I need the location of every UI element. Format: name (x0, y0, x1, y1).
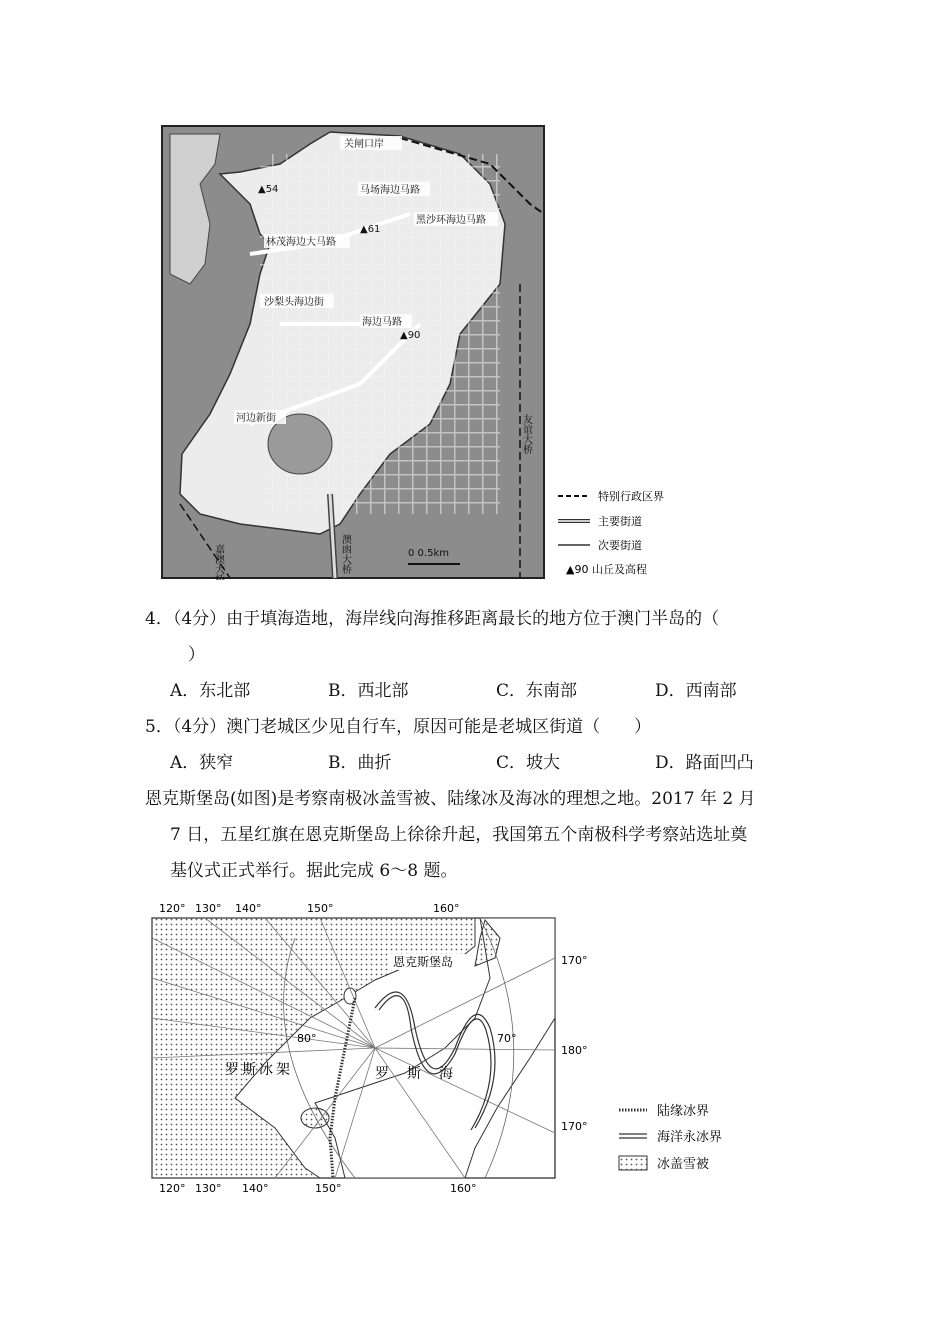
q5-option-a[interactable]: A．狭窄 (170, 753, 234, 773)
legend-permanent-ice: 海洋永冰界 (657, 1130, 723, 1145)
legend-coastal-ice: 陆缘冰界 (657, 1104, 710, 1119)
right-lon-180: 180° (561, 1044, 588, 1057)
label-hebian: 河边新街 (236, 413, 276, 424)
right-lon-170b: 170° (561, 1120, 588, 1133)
scale-bar: 0 0.5km (408, 548, 449, 559)
label-aoda: 澳凼大桥 (339, 534, 351, 574)
q4-option-d[interactable]: D．西南部 (655, 681, 737, 701)
top-lon-150: 150° (307, 902, 334, 915)
label-inexpressible-island: 恩克斯堡岛 (393, 955, 454, 969)
label-hill-54: ▲54 (258, 184, 279, 195)
label-youyi: 友谊大桥 (520, 414, 532, 454)
bottom-lon-130: 130° (195, 1182, 222, 1195)
legend-major: 主要街道 (598, 515, 642, 528)
label-jiaao: 嘉澳大桥 (212, 544, 224, 580)
q4-option-b[interactable]: B．西北部 (328, 681, 409, 701)
top-lon-160: 160° (433, 902, 460, 915)
label-machang: 马场海边马路 (360, 185, 420, 196)
legend-minor: 次要街道 (598, 539, 642, 552)
bottom-lon-120: 120° (159, 1182, 186, 1195)
label-haibian: 海边马路 (362, 317, 402, 328)
label-ross-sea: 罗斯海 (375, 1066, 471, 1082)
legend-ice-cover: 冰盖雪被 (657, 1157, 710, 1172)
legend-ice-cover-swatch (619, 1156, 647, 1170)
q4-option-a[interactable]: A．东北部 (170, 681, 251, 701)
q5-option-d[interactable]: D．路面凹凸 (655, 753, 754, 773)
bottom-lon-140: 140° (242, 1182, 269, 1195)
label-hill-90: ▲90 (400, 330, 421, 341)
ross-sea-map-svg (145, 898, 785, 1198)
top-lon-130: 130° (195, 902, 222, 915)
label-heishahuan: 黑沙环海边马路 (416, 215, 486, 226)
lat-80: 80° (297, 1032, 317, 1045)
legend-boundary: 特别行政区界 (598, 490, 664, 503)
label-linmao: 林茂海边大马路 (266, 237, 336, 248)
q5-option-c[interactable]: C．坡大 (496, 753, 561, 773)
label-guanzha: 关闸口岸 (344, 139, 384, 150)
passage-line2: 7 日，五星红旗在恩克斯堡岛上徐徐升起，我国第五个南极科学考察站选址奠 (170, 825, 748, 845)
bottom-lon-160: 160° (450, 1182, 477, 1195)
question-4-line2: ） (188, 645, 205, 665)
macau-map-svg (160, 124, 690, 580)
top-lon-120: 120° (159, 902, 186, 915)
lat-70: 70° (497, 1032, 517, 1045)
question-5-line1: 5．（4分）澳门老城区少见自行车，原因可能是老城区街道（ ） (145, 717, 652, 737)
ross-sea-map (145, 898, 785, 1198)
right-lon-170a: 170° (561, 954, 588, 967)
q4-option-c[interactable]: C．东南部 (496, 681, 578, 701)
passage-line1: 恩克斯堡岛(如图)是考察南极冰盖雪被、陆缘冰及海冰的理想之地。2017 年 2 月 (145, 789, 756, 809)
passage-line3: 基仪式正式举行。据此完成 6～8 题。 (170, 861, 458, 881)
top-lon-140: 140° (235, 902, 262, 915)
legend-hill: ▲90 山丘及高程 (566, 563, 647, 576)
label-ross-ice-shelf: 罗斯冰架 (225, 1062, 293, 1078)
label-shalitou: 沙梨头海边街 (264, 297, 324, 308)
macau-map (160, 124, 690, 580)
bottom-lon-150: 150° (315, 1182, 342, 1195)
q5-option-b[interactable]: B．曲折 (328, 753, 392, 773)
label-hill-61: ▲61 (360, 224, 381, 235)
question-4-line1: 4．（4分）由于填海造地，海岸线向海推移距离最长的地方位于澳门半岛的（ (145, 609, 720, 629)
